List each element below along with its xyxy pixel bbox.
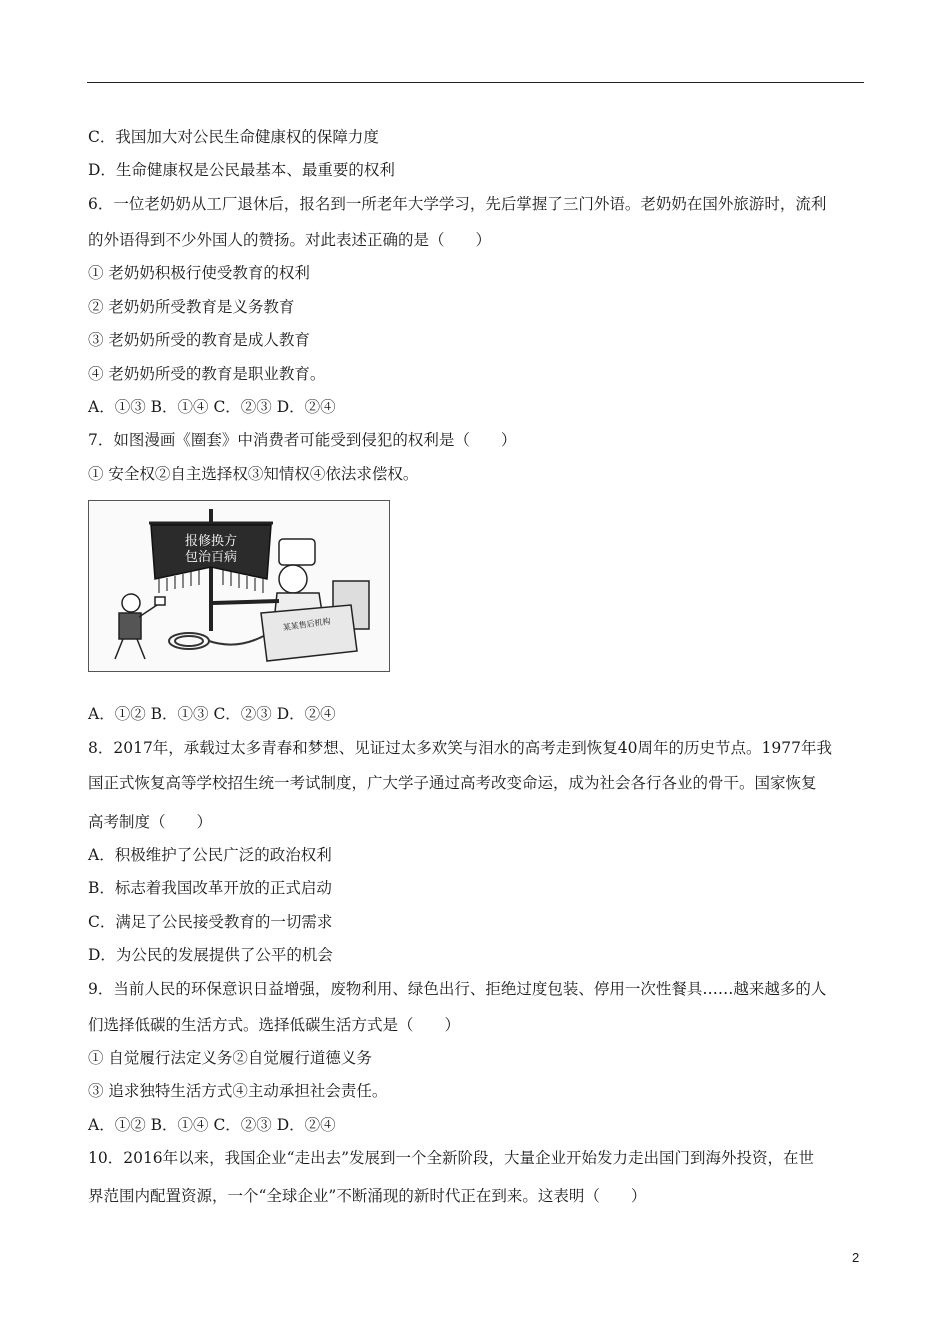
question-10-line-1: 10．2016年以来，我国企业“走出去”发展到一个全新阶段，大量企业开始发力走出国门到海外投资，在世 <box>88 1149 815 1167</box>
desk <box>261 605 357 661</box>
question-8-line-3: 高考制度（ ） <box>88 813 213 831</box>
question-10-line-2: 界范围内配置资源，一个“全球企业”不断涌现的新时代正在到来。这表明（ ） <box>88 1187 647 1205</box>
question-7: 7．如图漫画《圈套》中消费者可能受到侵犯的权利是（ ） <box>88 431 517 449</box>
rope-noose <box>169 633 269 649</box>
question-8-line-2: 国正式恢复高等学校招生统一考试制度，广大学子通过高考改变命运，成为社会各行各业的骨干。国家恢复 <box>88 774 817 792</box>
cartoon-trap-image <box>88 500 390 672</box>
option-d-q8: D．为公民的发展提供了公平的机会 <box>88 946 333 964</box>
question-9-line-1: 9．当前人民的环保意识日益增强，废物利用、绿色出行、拒绝过度包装、停用一次性餐具……越来越多的人 <box>88 980 827 998</box>
statement-4: ④ 老奶奶所受的教育是职业教育。 <box>88 365 326 383</box>
consumer-figure <box>115 594 165 659</box>
header-rule <box>87 82 864 83</box>
question-9-statements-2: ③ 追求独特生活方式④主动承担社会责任。 <box>88 1082 388 1100</box>
option-c-q8: C．满足了公民接受教育的一切需求 <box>88 913 333 931</box>
option-d-q5: D．生命健康权是公民最基本、最重要的权利 <box>88 161 395 179</box>
question-7-statements: ① 安全权②自主选择权③知情权④依法求偿权。 <box>88 465 419 483</box>
answer-options-q9: A．①② B．①④ C．②③ D．②④ <box>88 1116 336 1134</box>
option-c-q5: C．我国加大对公民生命健康权的保障力度 <box>88 128 379 146</box>
question-6-line-2: 的外语得到不少外国人的赞扬。对此表述正确的是（ ） <box>88 231 492 249</box>
option-b-q8: B．标志着我国改革开放的正式启动 <box>88 879 332 897</box>
desk-sign-text: 某某售后机构 <box>282 616 332 633</box>
statement-2: ② 老奶奶所受教育是义务教育 <box>88 298 295 316</box>
question-8-line-1: 8．2017年，承载过太多青春和梦想、见证过太多欢笑与泪水的高考走到恢复40周年的历史节点。1977年我 <box>88 739 832 757</box>
banner-text-line-2: 包治百病 <box>184 550 238 565</box>
question-9-statements-1: ① 自觉履行法定义务②自觉履行道德义务 <box>88 1049 372 1067</box>
answer-options-q7: A．①② B．①③ C．②③ D．②④ <box>88 705 336 723</box>
page-number: 2 <box>852 1250 860 1265</box>
banner-text-line-1: 报修换方 <box>184 534 238 549</box>
option-a-q8: A．积极维护了公民广泛的政治权利 <box>88 846 332 864</box>
question-6-line-1: 6．一位老奶奶从工厂退休后，报名到一所老年大学学习，先后掌握了三门外语。老奶奶在国外旅游时，流利 <box>88 195 827 213</box>
statement-1: ① 老奶奶积极行使受教育的权利 <box>88 264 310 282</box>
statement-3: ③ 老奶奶所受的教育是成人教育 <box>88 331 310 349</box>
answer-options-q6: A．①③ B．①④ C．②③ D．②④ <box>88 398 336 416</box>
question-9-line-2: 们选择低碳的生活方式。选择低碳生活方式是（ ） <box>88 1016 461 1034</box>
